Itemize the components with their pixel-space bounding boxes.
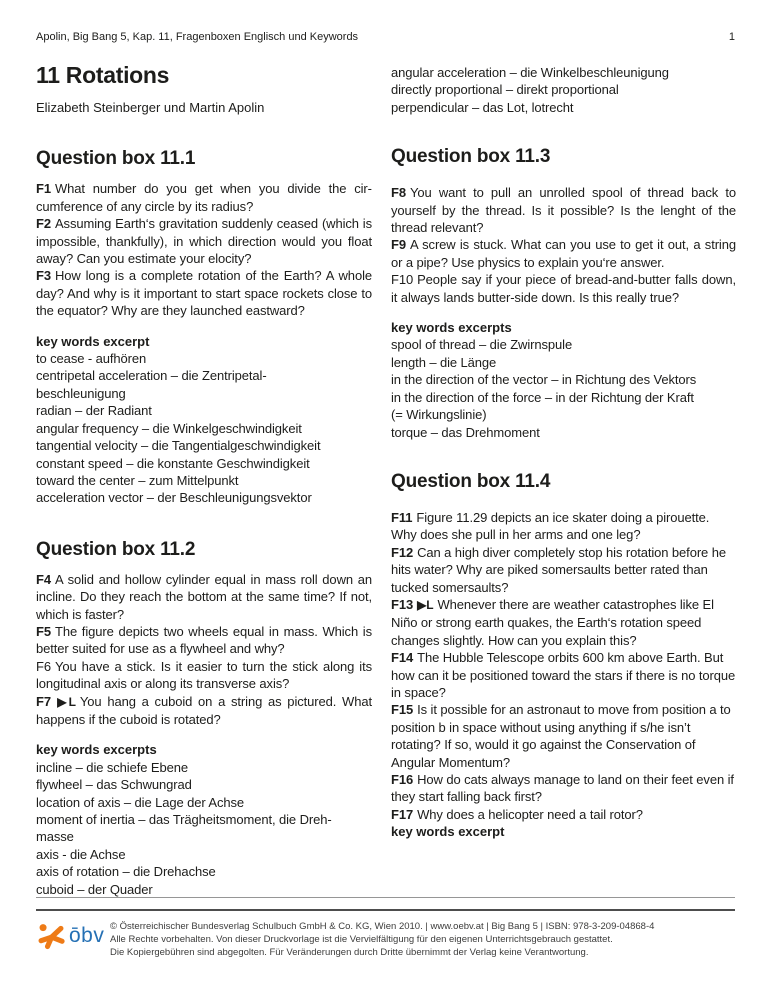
question-text: Whenever there are weather catastrophes like El Niño or strong earth quakes, the Earth‘s rotation speed changes slightly. How can you explain this?	[391, 596, 714, 648]
question-text: You hang a cuboid on a string as pictured. What happens if the cuboid is rotated?	[36, 693, 373, 727]
question-text: Why does a helicopter need a tail rotor?	[417, 806, 643, 822]
question-item	[391, 649, 736, 701]
question-label: F7	[36, 693, 51, 709]
question-item	[36, 571, 372, 623]
question-text: The Hubble Telescope orbits 600 km above Earth. But how can it be positioned toward the stars if there is no torque in space?	[391, 650, 736, 700]
question-item	[391, 701, 736, 771]
question-label: F4	[36, 571, 51, 587]
keywords-heading: key words excerpts	[36, 742, 157, 758]
question-text: You have a stick. Is it easier to turn the stick along its longitudinal axis or along its transverse axis?	[36, 658, 372, 692]
question-text: A solid and hollow cylinder equal in mass roll down an incline. Do they reach the bottom at the same time? If not, which is faster?	[36, 571, 372, 622]
question-item	[391, 771, 736, 806]
question-item	[391, 544, 736, 596]
question-item	[391, 596, 736, 649]
oebv-logo-text: ōbv	[69, 924, 105, 947]
page-header	[36, 31, 735, 43]
question-label: F17	[391, 806, 414, 822]
question-item	[391, 806, 736, 823]
keyword-line: directly proportional – direkt proportional	[391, 82, 619, 98]
question-item	[391, 271, 736, 306]
keyword-line: constant speed – die konstante Geschwindigkeit	[36, 455, 310, 471]
question-text: A screw is stuck. What can you use to get it out, a string or a pipe? Use physics to explain you‘re answer.	[391, 237, 736, 270]
keyword-line: radian – der Radiant	[36, 403, 152, 419]
question-box-11-4	[391, 471, 736, 841]
question-item	[36, 658, 372, 693]
question-text: How do cats always manage to land on their feet even if they start falling back first?	[391, 772, 734, 805]
listen-marker-icon: ▶L	[54, 694, 76, 709]
keyword-line: location of axis – die Lage der Achse	[36, 794, 245, 810]
keyword-line: tangential velocity – die Tangentialgeschwindigkeit	[36, 438, 321, 454]
question-text: How long is a complete rotation of the Earth? A whole day? And why is it important to start space rockets close to the equator? Why are they launched eastward?	[36, 268, 372, 319]
keywords-heading: key words excerpt	[391, 824, 505, 840]
question-text: People say if your piece of bread-and-butter falls down, it always lands butter-side down. Is this really true?	[391, 272, 736, 305]
question-text: Figure 11.29 depicts an ice skater doing a pirouette. Why does she pull in her arms and one leg?	[391, 509, 710, 543]
question-text: Is it possible for an astronaut to move from position a to position b in space without using anything if s/he isn’t rotating? If so, would it go against the Conservation of Angular Momentum?	[391, 702, 731, 770]
question-text: Can a high diver completely stop his rotation before he hits water? Why are piked somersaults better rated than tucked somersaults?	[391, 544, 726, 595]
question-label: F13	[391, 596, 414, 612]
keyword-line: length – die Länge	[391, 354, 497, 370]
keyword-line: torque – das Drehmoment	[391, 424, 540, 440]
footer-copyright-line: Alle Rechte vorbehalten. Von dieser Druckvorlage ist die Vervielfältigung für den eigenen Unterrichtsgebrauch gestattet.	[110, 934, 613, 945]
question-box-heading: Question box 11.1	[36, 148, 196, 170]
two-column-layout	[36, 60, 736, 898]
question-item	[391, 509, 736, 544]
keyword-line: acceleration vector – der Beschleunigungsvektor	[36, 490, 312, 506]
keyword-line: in the direction of the vector – in Richtung des Vektors	[391, 372, 697, 388]
footer-divider-thick	[36, 909, 735, 911]
question-item	[36, 623, 372, 658]
listen-marker-icon: ▶L	[417, 597, 434, 612]
question-box-heading: Question box 11.4	[391, 470, 551, 492]
keyword-line: flywheel – das Schwungrad	[36, 777, 192, 793]
keyword-line: angular acceleration – die Winkelbeschleunigung	[391, 65, 669, 80]
question-text: The figure depicts two wheels equal in mass. Which is better suited for use as a flywheel and why?	[36, 623, 372, 657]
question-text: Assuming Earth‘s gravitation suddenly ceased (which is impossible, thankfully), in which direction would you float away? Can you estimate your elocity?	[36, 216, 372, 267]
question-label: F5	[36, 623, 51, 639]
question-label: F6	[36, 658, 51, 674]
question-item	[36, 267, 372, 319]
question-box-11-3	[391, 146, 736, 441]
question-item	[391, 184, 736, 236]
question-label: F14	[391, 650, 414, 666]
page-title: 11 Rotations	[36, 62, 170, 88]
keyword-line: to cease - aufhören	[36, 351, 147, 367]
page-footer	[36, 897, 735, 959]
keyword-line: beschleunigung	[36, 385, 126, 401]
footer-divider-thin	[36, 897, 735, 898]
question-item	[36, 180, 372, 215]
question-label: F16	[391, 772, 414, 787]
oebv-star-icon	[36, 922, 66, 950]
question-label: F2	[36, 216, 51, 232]
question-label: F12	[391, 544, 414, 560]
keyword-line: moment of inertia – das Trägheitsmoment, die Dreh-	[36, 812, 332, 827]
keyword-line: axis - die Achse	[36, 846, 126, 862]
keyword-line: cuboid – der Quader	[36, 881, 153, 897]
question-item	[36, 215, 372, 267]
keyword-line: angular frequency – die Winkelgeschwindigkeit	[36, 420, 302, 436]
keyword-line: perpendicular – das Lot, lotrecht	[391, 99, 574, 115]
question-box-11-1	[36, 148, 372, 506]
question-label: F15	[391, 702, 414, 718]
keyword-line: in the direction of the force – in der Richtung der Kraft	[391, 389, 694, 405]
question-label: F10	[391, 272, 414, 288]
question-box-heading: Question box 11.3	[391, 146, 551, 168]
question-text: What number do you get when you divide the circumference of any circle by its radius?	[36, 181, 372, 214]
keyword-line: axis of rotation – die Drehachse	[36, 864, 216, 880]
header-running-title: Apolin, Big Bang 5, Kap. 11, Fragenboxen Englisch und Keywords	[36, 31, 359, 43]
oebv-logo	[36, 920, 110, 950]
page-number: 1	[728, 31, 735, 43]
question-text: You want to pull an unrolled spool of thread back to yourself by the thread. Is it possible? Is the lenght of the thread relevant?	[391, 185, 736, 236]
question-box-11-2	[36, 539, 372, 898]
question-label: F9	[391, 237, 406, 253]
question-item	[36, 693, 372, 729]
keyword-line: toward the center – zum Mittelpunkt	[36, 472, 239, 488]
keyword-line: masse	[36, 829, 74, 845]
right-column	[391, 60, 736, 898]
question-label: F8	[391, 185, 406, 201]
footer-copyright-line: Die Kopiergebühren sind abgegolten. Für Veränderungen durch Dritte übernimmt der Verlag keine Verantwortung.	[110, 947, 589, 958]
keyword-line: (= Wirkungslinie)	[391, 407, 487, 423]
keyword-line: spool of thread – die Zwirnspule	[391, 337, 573, 353]
keywords-heading: key words excerpts	[391, 320, 512, 336]
footer-copyright	[110, 920, 654, 959]
keyword-line: incline – die schiefe Ebene	[36, 759, 188, 775]
question-label: F11	[391, 509, 413, 525]
footer-copyright-line: © Österreichischer Bundesverlag Schulbuch GmbH & Co. KG, Wien 2010. | www.oebv.at | Big Bang 5 | ISBN: 978-3-209-04868-4	[110, 921, 655, 932]
question-item	[391, 236, 736, 271]
question-label: F1	[36, 181, 51, 197]
authors-line: Elizabeth Steinberger und Martin Apolin	[36, 100, 265, 115]
keywords-heading: key words excerpt	[36, 333, 150, 349]
question-box-heading: Question box 11.2	[36, 538, 196, 560]
keyword-line: centripetal acceleration – die Zentripetal-	[36, 368, 267, 384]
left-column	[36, 60, 372, 898]
question-label: F3	[36, 268, 51, 284]
continued-keywords-block	[391, 64, 736, 116]
